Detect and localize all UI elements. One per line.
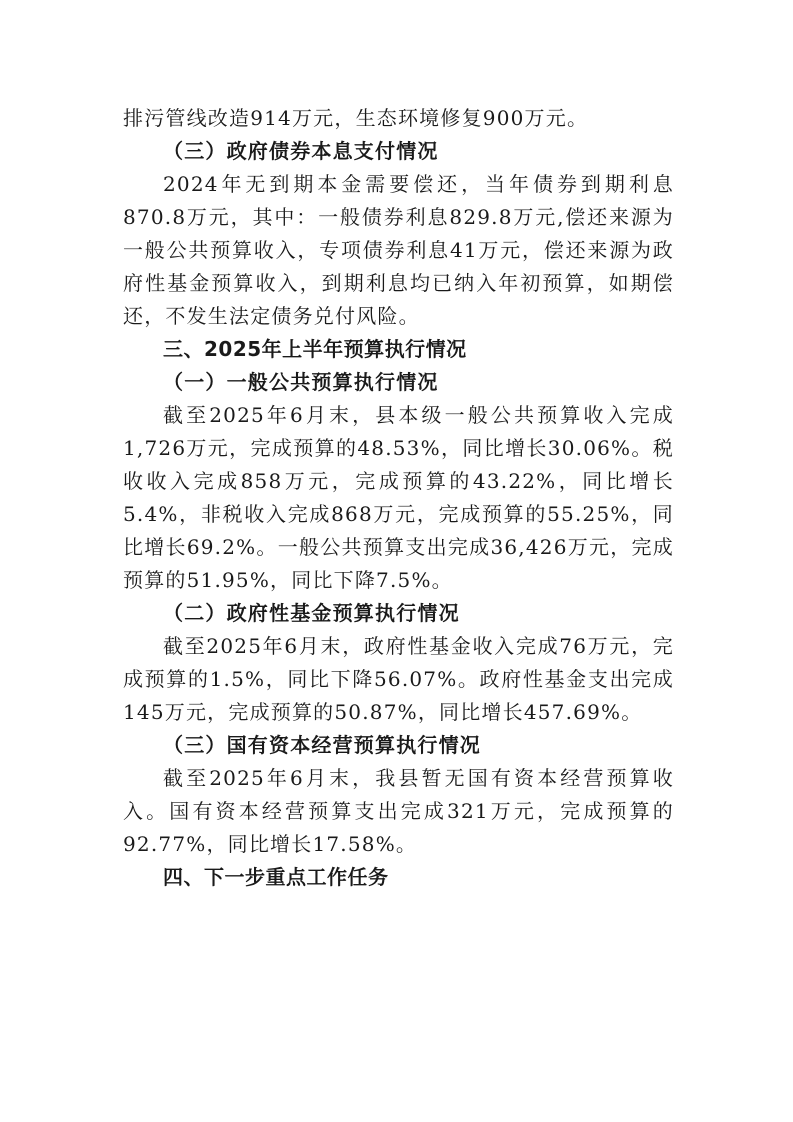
paragraph-general-budget: 截至2025年6月末，县本级一般公共预算收入完成1,726万元，完成预算的48.53%，同比增长30.06%。税收收入完成858万元，完成预算的43.22%，同比增长5.4%，非税收入完成868万元，完成预算的55.25%，同比增长69.2%。一般公共预算支出完成36,426万元，完成预算的51.95%，同比下降7.5%。 [123,403,674,592]
chapter-heading-2025-execution: 三、2025年上半年预算执行情况 [163,337,467,361]
section-heading-general-budget: （一）一般公共预算执行情况 [163,370,439,394]
chapter-heading-next-steps: 四、下一步重点工作任务 [163,865,389,889]
paragraph-state-capital-budget: 截至2025年6月末，我县暂无国有资本经营预算收入。国有资本经营预算支出完成321万元，完成预算的92.77%，同比增长17.58%。 [123,766,674,856]
paragraph-fund-budget: 截至2025年6月末，政府性基金收入完成76万元，完成预算的1.5%，同比下降56.07%。政府性基金支出完成145万元，完成预算的50.87%，同比增长457.69%。 [123,634,674,724]
section-heading-state-capital-budget: （三）国有资本经营预算执行情况 [163,733,481,757]
section-heading-bond-payment: （三）政府债券本息支付情况 [163,139,439,163]
paragraph-bond-payment: 2024年无到期本金需要偿还，当年债券到期利息870.8万元，其中：一般债券利息829.8万元,偿还来源为一般公共预算收入，专项债券利息41万元，偿还来源为政府性基金预算收入，到期利息均已纳入年初预算，如期偿还，不发生法定债务兑付风险。 [123,172,674,328]
document-body [123,102,674,894]
section-heading-fund-budget: （二）政府性基金预算执行情况 [163,601,460,625]
paragraph-1: 排污管线改造914万元，生态环境修复900万元。 [123,106,589,130]
